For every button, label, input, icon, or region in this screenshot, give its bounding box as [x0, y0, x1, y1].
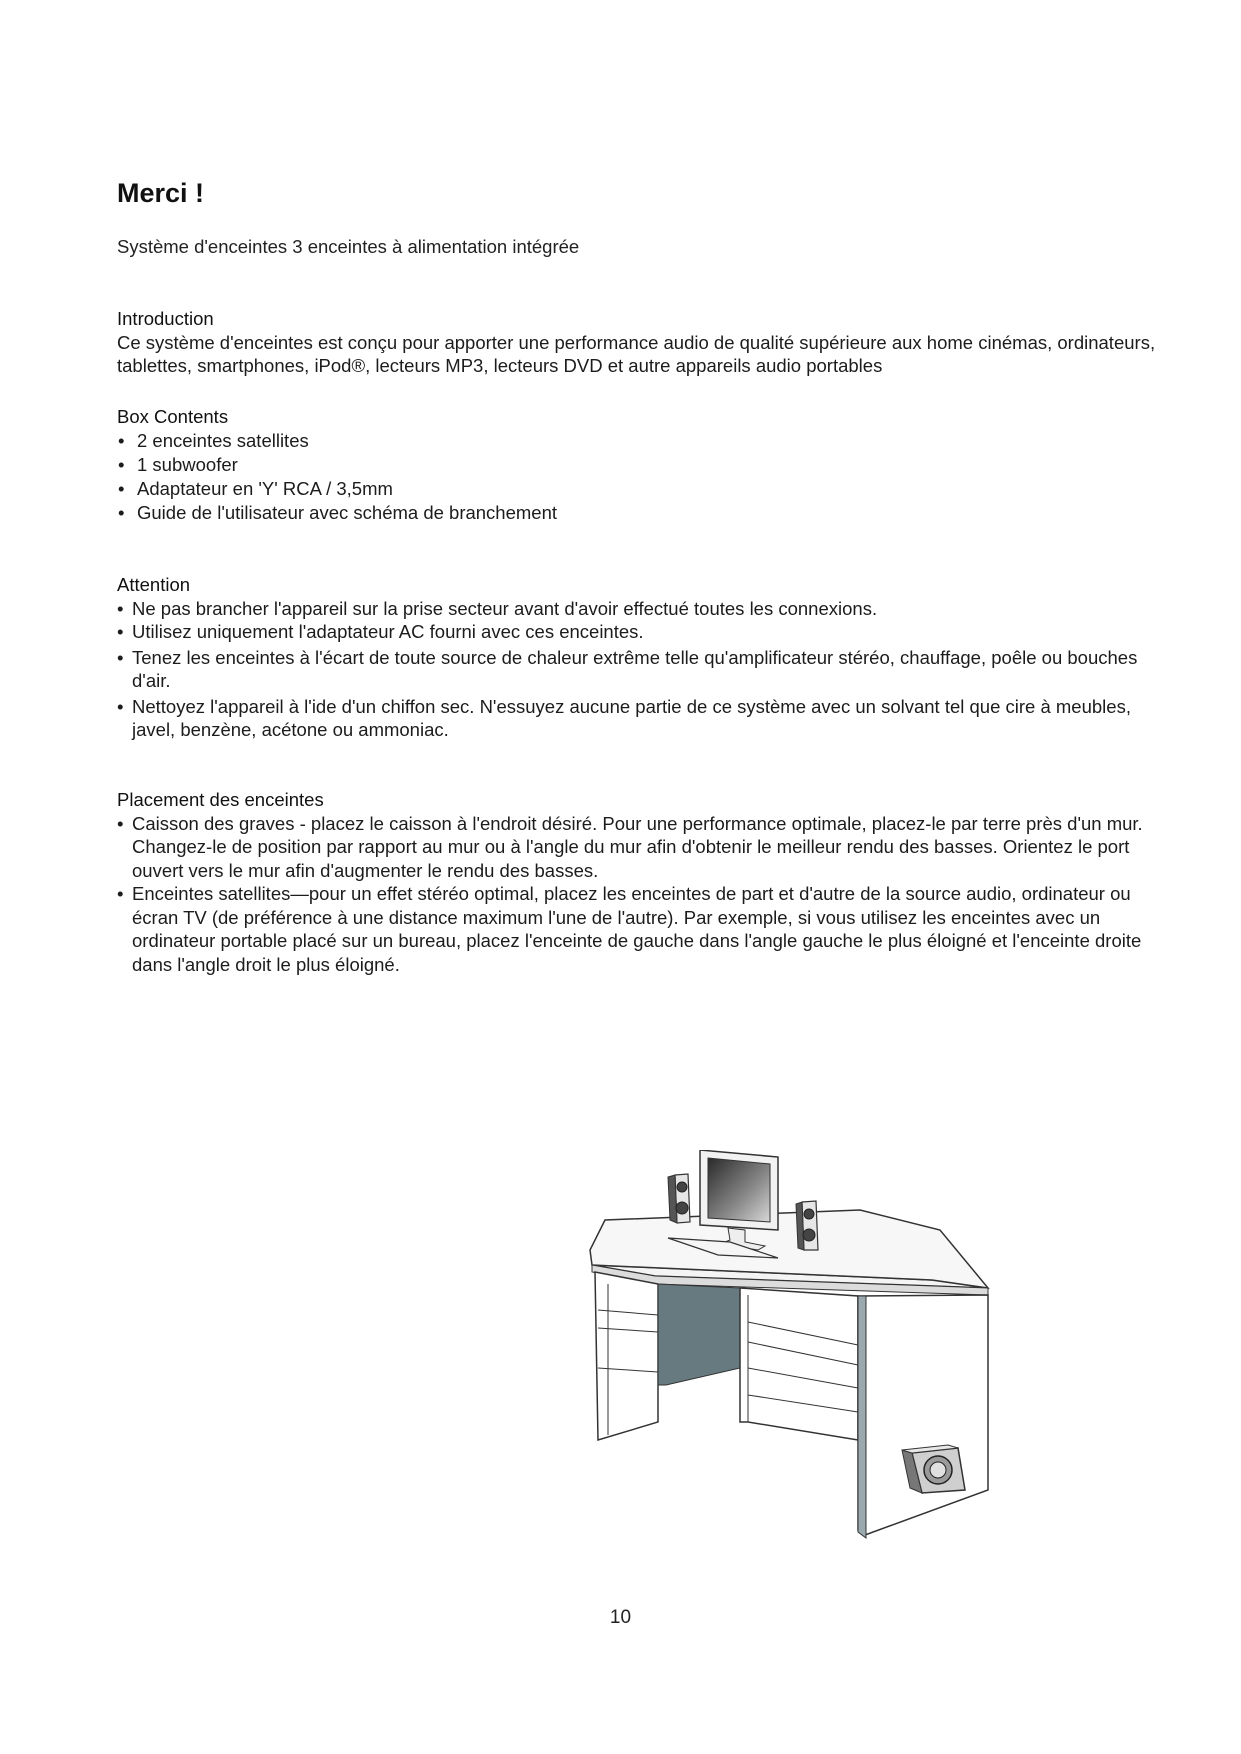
desk-right-leg — [858, 1295, 988, 1535]
desk-modesty-panel — [658, 1284, 740, 1385]
introduction-heading: Introduction — [117, 308, 214, 329]
list-item: • 1 subwoofer — [117, 453, 1177, 477]
product-subtitle: Système d'enceintes 3 enceintes à alimentation intégrée — [117, 236, 580, 257]
introduction-text: Ce système d'enceintes est conçu pour apporter une performance audio de qualité supérieure aux home cinémas, ordinateurs, tablettes, smartphones, iPod®, lecteurs MP3, lecteurs DVD et autre appareils audio portables — [117, 331, 1156, 376]
introduction-section — [117, 307, 1177, 378]
list-item: • Caisson des graves - placez le caisson à l'endroit désiré. Pour une performance optimale, placez-le par terre près d'un mur. Changez-le de position par rapport au mur ou à l'angle du mur afin d'obtenir le meilleur rendu des basses. Orientez le port ouvert vers le mur afin d'augmenter le rendu des basses. — [117, 812, 1177, 883]
list-item: • Utilisez uniquement l'adaptateur AC fourni avec ces enceintes. — [117, 620, 1177, 644]
left-satellite-speaker — [668, 1174, 690, 1223]
right-satellite-speaker — [796, 1201, 818, 1250]
list-item: • 2 enceintes satellites — [117, 429, 1177, 453]
attention-list — [117, 597, 1177, 742]
list-item: • Adaptateur en 'Y' RCA / 3,5mm — [117, 477, 1177, 501]
desk-speaker-illustration — [580, 1150, 1020, 1550]
box-contents-section — [117, 405, 1177, 525]
desk-left-pedestal — [595, 1272, 658, 1440]
box-contents-heading: Box Contents — [117, 406, 229, 427]
desk-right-pedestal — [740, 1288, 858, 1440]
placement-list — [117, 812, 1177, 977]
attention-heading: Attention — [117, 574, 191, 595]
page-title: Merci ! — [117, 178, 205, 208]
list-item: • Ne pas brancher l'appareil sur la prise secteur avant d'avoir effectué toutes les connexions. — [117, 597, 1177, 621]
list-item: • Guide de l'utilisateur avec schéma de branchement — [117, 501, 1177, 525]
subwoofer — [902, 1445, 965, 1493]
box-contents-list — [117, 429, 1177, 525]
placement-heading: Placement des enceintes — [117, 789, 324, 810]
list-item: • Nettoyez l'appareil à l'ide d'un chiffon sec. N'essuyez aucune partie de ce système avec un solvant tel que cire à meubles, javel, benzène, acétone ou ammoniac. — [117, 695, 1177, 742]
list-item: • Tenez les enceintes à l'écart de toute source de chaleur extrême telle qu'amplificateur stéréo, chauffage, poêle ou bouches d'air. — [117, 646, 1177, 693]
page-number: 10 — [609, 1607, 632, 1628]
list-item: • Enceintes satellites—pour un effet stéréo optimal, placez les enceintes de part et d'autre de la source audio, ordinateur ou écran TV (de préférence à une distance maximum l'une de l'autre). Par exemple, si vous utilisez les enceintes avec un ordinateur portable placé sur un bureau, placez l'enceinte de gauche dans l'angle gauche le plus éloigné et l'enceinte droite dans l'angle droit le plus éloigné. — [117, 882, 1177, 976]
attention-section — [117, 573, 1177, 742]
placement-section — [117, 788, 1177, 976]
